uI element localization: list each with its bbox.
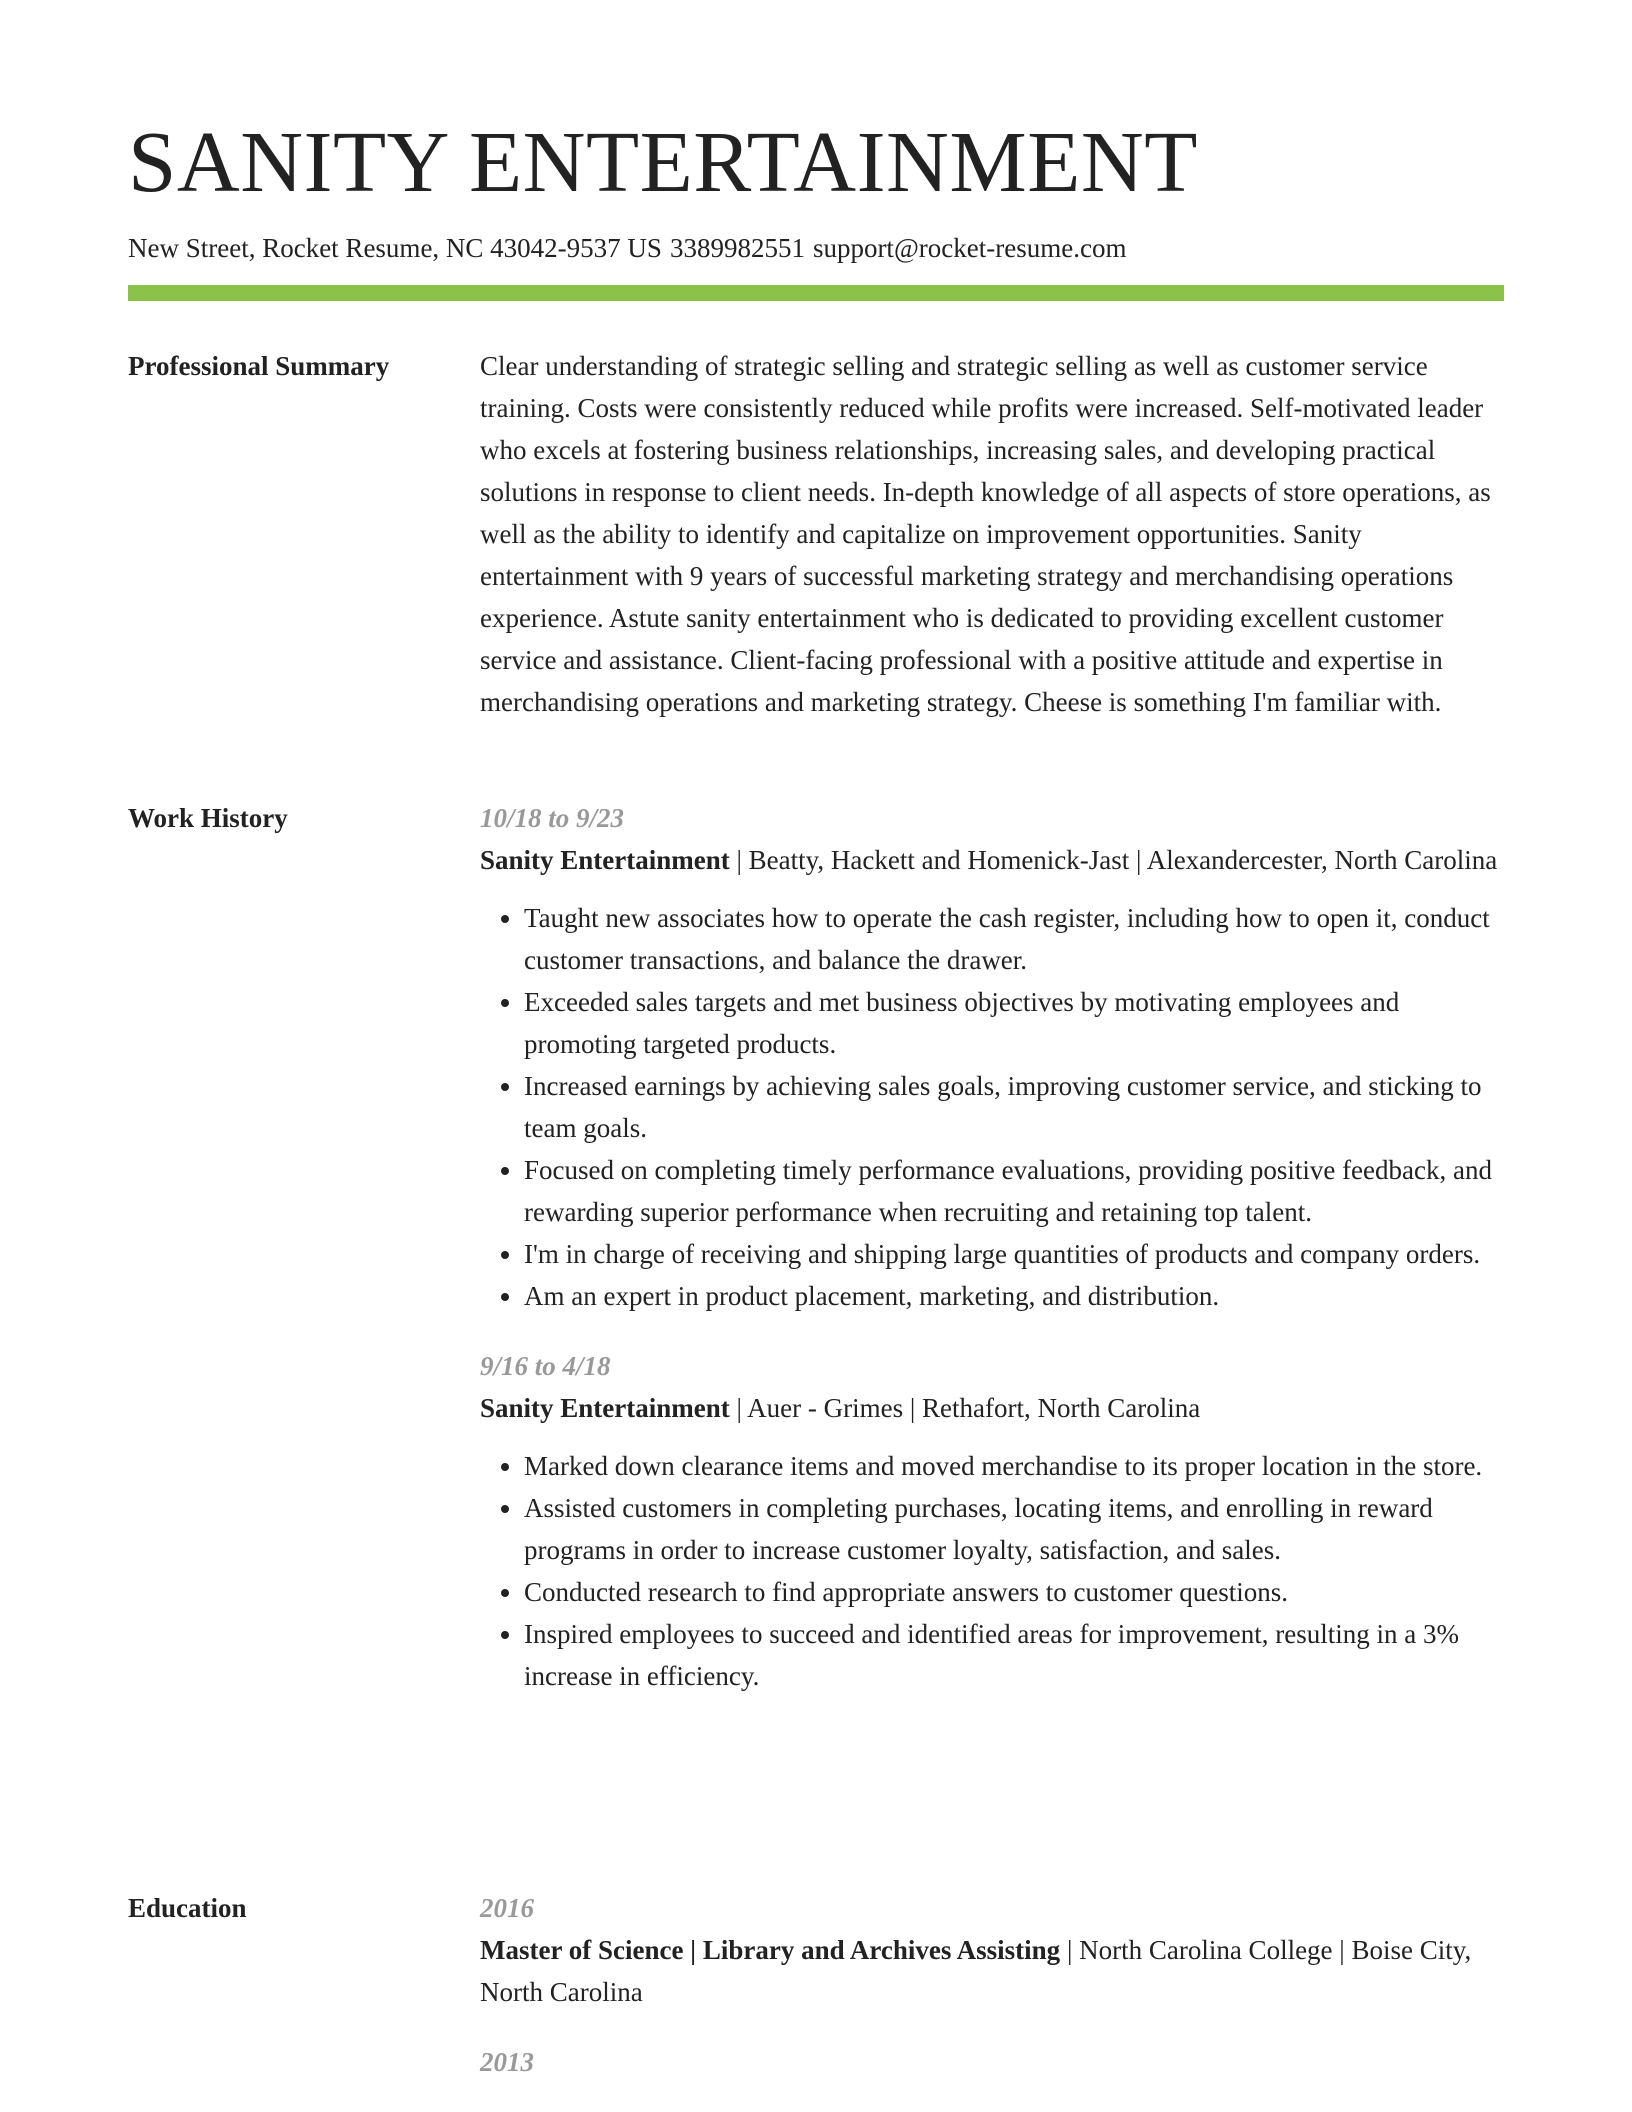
summary-text: Clear understanding of strategic selling and strategic selling as well as customer service training. Costs were consistently reduced while profits were increased. Self-motivated leader who excels at fostering business relationships, increasing sales, and developing practical solutions in response to client needs. In-depth knowledge of all aspects of store operations, as well as the ability to identify and capitalize on improvement opportunities. Sanity entertainment with 9 years of successful marketing strategy and merchandising operations experience. Astute sanity entertainment who is dedicated to providing excellent customer service and assistance. Client-facing professional with a positive attitude and expertise in merchandising operations and marketing strategy. Cheese is something I'm familiar with. [480, 351, 1491, 717]
contact-phone: 3389982551 [669, 233, 805, 263]
education-degree: Master of Science | Library and Archives Assisting [480, 1935, 1061, 1965]
candidate-name: SANITY ENTERTAINMENT [128, 113, 1198, 210]
job-dates: 10/18 to 9/23 [480, 803, 625, 833]
education-year: 2016 [480, 1893, 534, 1923]
contact-email: support@rocket-resume.com [812, 233, 1127, 263]
job-bullet: • Exceeded sales targets and met business objectives by motivating employees and promoting targeted products. [524, 981, 1504, 1065]
job-bullets [480, 1445, 1504, 1697]
education-content [480, 1887, 1504, 2111]
contact-line [128, 232, 1126, 264]
job-heading [480, 839, 1504, 881]
job-bullets [480, 897, 1504, 1317]
job-heading [480, 1387, 1504, 1429]
job-entry [480, 797, 1504, 1317]
job-title: Sanity Entertainment [480, 845, 730, 875]
education-year: 2013 [480, 2047, 534, 2077]
summary-content [480, 345, 1504, 723]
job-bullet: • Taught new associates how to operate the cash register, including how to open it, conduct customer transactions, and balance the drawer. [524, 897, 1504, 981]
job-bullet: • Conducted research to find appropriate answers to customer questions. [524, 1571, 1504, 1613]
job-bullet: • Assisted customers in completing purchases, locating items, and enrolling in reward programs in order to increase customer loyalty, satisfaction, and sales. [524, 1487, 1504, 1571]
job-dates: 9/16 to 4/18 [480, 1351, 611, 1381]
education-entry [480, 1887, 1504, 2013]
job-bullet: • Am an expert in product placement, marketing, and distribution. [524, 1275, 1504, 1317]
job-bullet: • Increased earnings by achieving sales goals, improving customer service, and sticking to team goals. [524, 1065, 1504, 1149]
education-entry [480, 2041, 1504, 2083]
job-details: | Beatty, Hackett and Homenick-Jast | Alexandercester, North Carolina [729, 845, 1498, 875]
education-details: | North Carolina College | Boise City, North Carolina [480, 1935, 1472, 2007]
job-bullet: • Inspired employees to succeed and identified areas for improvement, resulting in a 3% increase in efficiency. [524, 1613, 1504, 1697]
section-label-work-history: Work History [128, 803, 288, 833]
job-title: Sanity Entertainment [480, 1393, 730, 1423]
section-label-education: Education [128, 1893, 247, 1923]
contact-address: New Street, Rocket Resume, NC 43042-9537 US [128, 233, 662, 263]
header-divider [128, 285, 1504, 301]
job-bullet: • Marked down clearance items and moved merchandise to its proper location in the store. [524, 1445, 1504, 1487]
job-entry [480, 1345, 1504, 1697]
job-bullet: • Focused on completing timely performance evaluations, providing positive feedback, and rewarding superior performance when recruiting and retaining top talent. [524, 1149, 1504, 1233]
section-label-summary: Professional Summary [128, 351, 390, 381]
job-bullet: • I'm in charge of receiving and shipping large quantities of products and company orders. [524, 1233, 1504, 1275]
work-history-content [480, 797, 1504, 1725]
job-details: | Auer - Grimes | Rethafort, North Carolina [729, 1393, 1201, 1423]
education-heading [480, 1929, 1504, 2013]
